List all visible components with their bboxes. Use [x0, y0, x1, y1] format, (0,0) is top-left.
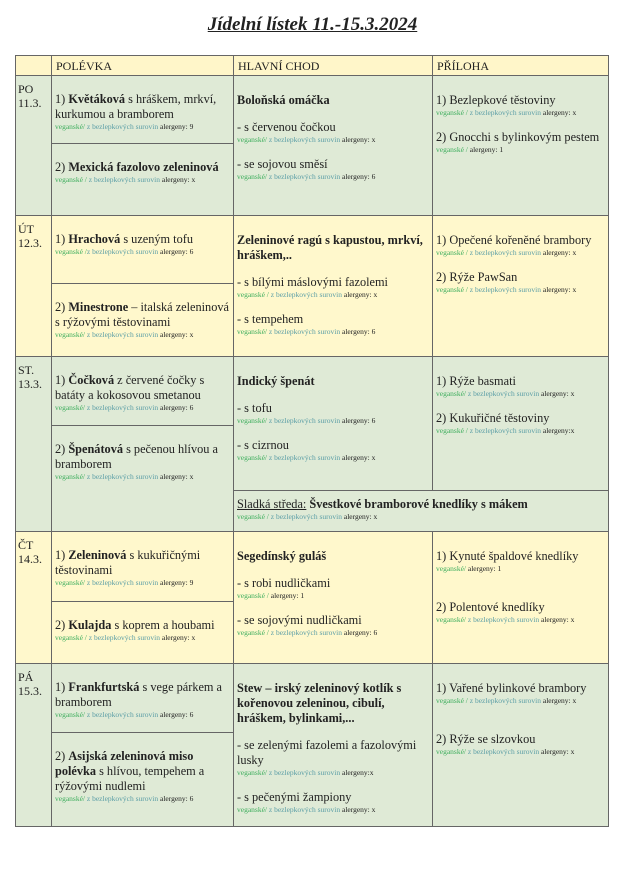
item-description: 1) Rýže basmati	[436, 374, 516, 388]
item-description: s uzeným tofu	[120, 232, 193, 246]
diet-tags	[55, 247, 230, 257]
item-name: Asijská zeleninová miso polévka	[55, 749, 194, 778]
sweet-wednesday-cell	[233, 490, 609, 532]
soup-item	[52, 618, 233, 643]
allergens-tag: alergeny: 1	[467, 145, 504, 154]
allergens-tag: alergeny: x	[340, 453, 376, 462]
main-course-option-text	[237, 613, 362, 627]
day-name: ČT	[18, 538, 34, 552]
sweet-dish-text	[237, 497, 528, 511]
gluten-free-tag: z bezlepkových surovin	[85, 122, 159, 131]
main-course-cell	[233, 356, 433, 491]
gluten-free-tag: z bezlepkových surovin	[267, 135, 341, 144]
main-course-option-text	[237, 790, 351, 804]
vegan-tag: veganské /	[436, 248, 468, 257]
diet-tags	[237, 628, 429, 638]
item-description: - s robi nudličkami	[237, 576, 331, 590]
soup-item-text	[55, 300, 229, 329]
day-name: ST.	[18, 363, 35, 377]
day-cell	[15, 215, 52, 357]
day-date: 14.3.	[18, 552, 42, 566]
item-name: Špenátová	[68, 442, 123, 456]
diet-tags	[55, 403, 230, 413]
page-title: Jídelní lístek 11.-15.3.2024	[207, 14, 418, 35]
item-name: Mexická fazolovo zeleninová	[68, 160, 219, 174]
vegan-tag: veganské /	[237, 628, 269, 637]
diet-tags	[55, 578, 230, 588]
day-name: ÚT	[18, 222, 34, 236]
soup-item	[52, 160, 233, 185]
soup-item-text	[55, 749, 204, 793]
item-name: Švestkové bramborové knedlíky s mákem	[306, 497, 528, 511]
gluten-free-tag: z bezlepkových surovin	[86, 247, 159, 256]
diet-tags	[436, 285, 605, 295]
side-dish-item-text	[436, 93, 556, 107]
diet-tags	[237, 768, 429, 778]
gluten-free-tag: z bezlepkových surovin	[86, 633, 160, 642]
soup-cell	[51, 663, 234, 733]
gluten-free-tag: z bezlepkových surovin	[467, 108, 541, 117]
vegan-tag: veganské /	[237, 512, 269, 521]
diet-tags	[237, 805, 429, 815]
vegan-tag: veganské/	[237, 172, 267, 181]
day-date: 15.3.	[18, 684, 42, 698]
soup-item	[52, 92, 233, 132]
main-course-option	[234, 312, 432, 337]
side-dish-item-text	[436, 270, 517, 284]
soup-item-text	[55, 618, 215, 632]
allergens-tag: alergeny: x	[159, 175, 196, 184]
diet-tags	[55, 122, 230, 132]
item-description: s kukuřičnými těstovinami	[55, 548, 201, 577]
item-description: 1) Opečené kořeněné brambory	[436, 233, 592, 247]
vegan-tag: veganské /	[55, 247, 87, 256]
soup-item	[52, 373, 233, 413]
vegan-tag: veganské/	[237, 805, 267, 814]
main-course-option-text	[237, 275, 388, 289]
main-course-option-text	[237, 120, 336, 134]
allergens-tag: alergeny: 6	[158, 403, 194, 412]
allergens-tag: alergeny: x	[540, 248, 577, 257]
allergens-tag: alergeny: 6	[340, 327, 376, 336]
vegan-tag: veganské/	[237, 327, 267, 336]
item-number: 2)	[55, 618, 69, 632]
item-label: Sladká středa:	[237, 497, 307, 511]
main-course-option-text	[237, 576, 330, 590]
vegan-tag: veganské/	[237, 453, 267, 462]
main-course-title: Indický špenát	[237, 374, 315, 388]
diet-tags	[436, 248, 605, 258]
side-dish-item	[433, 681, 608, 706]
vegan-tag: veganské/	[55, 403, 85, 412]
soup-cell	[51, 531, 234, 602]
allergens-tag: alergeny: x	[341, 512, 378, 521]
day-date: 13.3.	[18, 377, 42, 391]
vegan-tag: veganské/	[55, 710, 85, 719]
soup-item	[52, 232, 233, 257]
day-date: 11.3.	[18, 96, 42, 110]
allergens-tag: alergeny: x	[539, 615, 575, 624]
allergens-tag: alergeny: x	[539, 747, 575, 756]
allergens-tag: alergeny: x	[540, 108, 577, 117]
main-course-option	[234, 120, 432, 145]
side-dish-cell	[432, 356, 609, 491]
allergens-tag: alergeny: 6	[158, 710, 194, 719]
side-dish-cell	[432, 215, 609, 357]
column-header	[15, 55, 52, 76]
side-dish-item	[433, 549, 608, 574]
soup-item	[52, 548, 233, 588]
vegan-tag: veganské/	[436, 564, 466, 573]
diet-tags	[436, 747, 605, 757]
side-dish-cell	[432, 531, 609, 664]
soup-item-text	[55, 442, 218, 471]
side-dish-item	[433, 600, 608, 625]
soup-item-text	[55, 680, 222, 709]
soup-cell	[51, 75, 234, 144]
soup-item-text	[55, 92, 216, 121]
diet-tags	[436, 615, 605, 625]
side-dish-item	[433, 411, 608, 436]
allergens-tag: alergeny: x	[340, 135, 376, 144]
side-dish-item-text	[436, 732, 535, 746]
gluten-free-tag: z bezlepkových surovin	[267, 453, 341, 462]
day-cell	[15, 531, 52, 664]
allergens-tag: alergeny: x	[159, 633, 196, 642]
item-description: s vege párkem a bramborem	[55, 680, 223, 709]
main-course-title: Stew – irský zeleninový kotlík s kořenovou zeleninou, cibulí, hráškem, bylinkami,...	[237, 681, 402, 725]
allergens-tag: alergeny: 9	[158, 578, 194, 587]
gluten-free-tag: z bezlepkových surovin	[267, 805, 341, 814]
side-dish-item	[433, 233, 608, 258]
item-number: 1)	[55, 232, 69, 246]
side-dish-item-text	[436, 549, 578, 563]
diet-tags	[436, 426, 605, 436]
main-course-option	[234, 613, 432, 638]
gluten-free-tag: z bezlepkových surovin	[267, 416, 341, 425]
main-course-option	[234, 275, 432, 300]
gluten-free-tag: z bezlepkových surovin	[467, 248, 541, 257]
gluten-free-tag: z bezlepkových surovin	[466, 615, 540, 624]
main-course-option	[234, 401, 432, 426]
side-dish-item-text	[436, 411, 549, 425]
item-number: 1)	[55, 680, 69, 694]
item-description: - s cizrnou	[237, 438, 289, 452]
diet-tags	[55, 633, 230, 643]
soup-item	[52, 442, 233, 482]
soup-cell	[51, 143, 234, 216]
side-dish-item	[433, 732, 608, 757]
item-description: 2) Rýže PawSan	[436, 270, 518, 284]
main-course-option-text	[237, 312, 303, 326]
diet-tags	[436, 145, 605, 155]
item-name: Čočková	[68, 373, 115, 387]
item-number: 1)	[55, 92, 69, 106]
vegan-tag: veganské/	[237, 135, 267, 144]
item-description: - s tempehem	[237, 312, 304, 326]
soup-item	[52, 300, 233, 340]
item-description: - se sojovými nudličkami	[237, 613, 362, 627]
column-header: POLÉVKA	[51, 55, 234, 76]
gluten-free-tag: z bezlepkových surovin	[268, 628, 342, 637]
vegan-tag: veganské/	[436, 615, 466, 624]
main-course-cell	[233, 215, 433, 357]
item-description: - se zelenými fazolemi a fazolovými lusky	[237, 738, 417, 767]
diet-tags	[55, 330, 230, 340]
allergens-tag: alergeny: 1	[268, 591, 305, 600]
item-description: s hráškem, mrkví, kurkumou a bramborem	[55, 92, 217, 121]
item-description: - s červenou čočkou	[237, 120, 336, 134]
allergens-tag: alergeny: 6	[341, 628, 378, 637]
day-name: PÁ	[18, 670, 34, 684]
vegan-tag: veganské /	[436, 285, 468, 294]
item-name: Frankfurtská	[68, 680, 140, 694]
vegan-tag: veganské/	[237, 768, 267, 777]
diet-tags	[55, 175, 230, 185]
vegan-tag: veganské/	[55, 472, 85, 481]
allergens-tag: alergeny: x	[158, 472, 194, 481]
gluten-free-tag: z bezlepkových surovin	[268, 512, 342, 521]
item-number: 2)	[55, 442, 69, 456]
side-dish-item	[433, 130, 608, 155]
main-course-option	[234, 438, 432, 463]
allergens-tag: alergeny: x	[539, 389, 575, 398]
main-course-option	[234, 790, 432, 815]
soup-cell	[51, 215, 234, 284]
diet-tags	[436, 564, 605, 574]
main-course-title: Zeleninové ragú s kapustou, mrkví, hráškem,..	[237, 233, 423, 262]
gluten-free-tag: z bezlepkových surovin	[467, 696, 541, 705]
vegan-tag: veganské/	[55, 122, 85, 131]
item-description: – italská zeleninová s rýžovými těstovinami	[55, 300, 229, 329]
gluten-free-tag: z bezlepkových surovin	[85, 403, 159, 412]
item-description: 1) Bezlepkové těstoviny	[436, 93, 556, 107]
gluten-free-tag: z bezlepkových surovin	[85, 330, 159, 339]
gluten-free-tag: z bezlepkových surovin	[85, 578, 159, 587]
diet-tags	[237, 512, 605, 522]
allergens-tag: alergeny: x	[340, 805, 376, 814]
allergens-tag: alergeny: 6	[340, 172, 376, 181]
gluten-free-tag: z bezlepkových surovin	[85, 472, 159, 481]
item-number: 2)	[55, 749, 69, 763]
diet-tags	[237, 416, 429, 426]
allergens-tag: alergeny:x	[540, 426, 575, 435]
sweet-dish	[234, 497, 608, 522]
soup-item-text	[55, 373, 204, 402]
gluten-free-tag: z bezlepkových surovin	[267, 327, 341, 336]
vegan-tag: veganské/	[436, 747, 466, 756]
main-course-cell	[233, 531, 433, 664]
vegan-tag: veganské/	[55, 330, 85, 339]
item-description: 2) Gnocchi s bylinkovým pestem	[436, 130, 600, 144]
diet-tags	[436, 696, 605, 706]
side-dish-cell	[432, 663, 609, 827]
soup-cell	[51, 732, 234, 827]
main-course-option-text	[237, 157, 328, 171]
vegan-tag: veganské /	[436, 696, 468, 705]
item-number: 2)	[55, 300, 69, 314]
vegan-tag: veganské/	[55, 578, 85, 587]
diet-tags	[237, 172, 429, 182]
item-number: 1)	[55, 548, 69, 562]
diet-tags	[55, 794, 230, 804]
allergens-tag: alergeny:x	[340, 768, 374, 777]
diet-tags	[237, 290, 429, 300]
soup-cell	[51, 601, 234, 664]
side-dish-item-text	[436, 681, 586, 695]
main-course-option-text	[237, 738, 416, 767]
item-name: Hrachová	[68, 232, 121, 246]
main-course-option	[234, 738, 432, 778]
item-name: Minestrone	[68, 300, 129, 314]
day-cell	[15, 75, 52, 216]
gluten-free-tag: z bezlepkových surovin	[467, 285, 541, 294]
item-description: - s pečenými žampiony	[237, 790, 352, 804]
day-date: 12.3.	[18, 236, 42, 250]
allergens-tag: alergeny: 9	[158, 122, 194, 131]
vegan-tag: veganské/	[237, 416, 267, 425]
item-name: Zeleninová	[68, 548, 127, 562]
gluten-free-tag: z bezlepkových surovin	[268, 290, 342, 299]
main-course-option-text	[237, 438, 289, 452]
item-description: s hlívou, tempehem a rýžovými nudlemi	[55, 764, 205, 793]
main-course-cell	[233, 75, 433, 216]
diet-tags	[55, 710, 230, 720]
vegan-tag: veganské/	[55, 794, 85, 803]
diet-tags	[55, 472, 230, 482]
item-description: z červené čočky s batáty a kokosovou smetanou	[55, 373, 205, 402]
vegan-tag: veganské /	[55, 175, 87, 184]
item-description: s koprem a houbami	[111, 618, 215, 632]
vegan-tag: veganské/	[436, 389, 466, 398]
allergens-tag: alergeny: x	[341, 290, 378, 299]
gluten-free-tag: z bezlepkových surovin	[466, 747, 540, 756]
allergens-tag: alergeny: 1	[466, 564, 502, 573]
gluten-free-tag: z bezlepkových surovin	[466, 389, 540, 398]
allergens-tag: alergeny: 6	[158, 247, 194, 256]
side-dish-item-text	[436, 374, 516, 388]
diet-tags	[436, 108, 605, 118]
item-name: Květáková	[68, 92, 126, 106]
soup-cell	[51, 356, 234, 426]
soup-item-text	[55, 160, 219, 174]
item-name: Kulajda	[68, 618, 112, 632]
soup-item-text	[55, 548, 200, 577]
gluten-free-tag: z bezlepkových surovin	[267, 768, 341, 777]
item-description: - s bílými máslovými fazolemi	[237, 275, 388, 289]
item-number: 1)	[55, 373, 69, 387]
allergens-tag: alergeny: x	[158, 330, 194, 339]
main-course-title: Segedínský guláš	[237, 549, 327, 563]
main-course-title: Boloňská omáčka	[237, 93, 330, 107]
soup-item	[52, 680, 233, 720]
allergens-tag: alergeny: x	[540, 285, 577, 294]
vegan-tag: veganské /	[436, 426, 468, 435]
item-description: 2) Rýže se slzovkou	[436, 732, 536, 746]
gluten-free-tag: z bezlepkových surovin	[86, 175, 160, 184]
side-dish-item-text	[436, 130, 599, 144]
allergens-tag: alergeny: 6	[340, 416, 376, 425]
item-description: 2) Kukuřičné těstoviny	[436, 411, 550, 425]
soup-item	[52, 749, 233, 804]
diet-tags	[436, 389, 605, 399]
main-course-option	[234, 157, 432, 182]
day-name: PO	[18, 82, 34, 96]
day-cell	[15, 356, 52, 532]
vegan-tag: veganské /	[436, 145, 468, 154]
vegan-tag: veganské /	[237, 290, 269, 299]
allergens-tag: alergeny: x	[540, 696, 577, 705]
side-dish-item-text	[436, 600, 545, 614]
diet-tags	[237, 453, 429, 463]
item-description: - s tofu	[237, 401, 272, 415]
side-dish-item-text	[436, 233, 591, 247]
item-description: - se sojovou směsí	[237, 157, 328, 171]
main-course-option-text	[237, 401, 272, 415]
item-description: 1) Vařené bylinkové brambory	[436, 681, 587, 695]
gluten-free-tag: z bezlepkových surovin	[467, 426, 541, 435]
item-description: s pečenou hlívou a bramborem	[55, 442, 218, 471]
main-course-cell	[233, 663, 433, 827]
item-number: 2)	[55, 160, 69, 174]
soup-cell	[51, 425, 234, 532]
column-header: HLAVNÍ CHOD	[233, 55, 433, 76]
gluten-free-tag: z bezlepkových surovin	[85, 794, 159, 803]
side-dish-item	[433, 374, 608, 399]
side-dish-item	[433, 93, 608, 118]
soup-item-text	[55, 232, 193, 246]
column-header: PŘÍLOHA	[432, 55, 609, 76]
vegan-tag: veganské /	[55, 633, 87, 642]
diet-tags	[237, 591, 429, 601]
gluten-free-tag: z bezlepkových surovin	[267, 172, 341, 181]
allergens-tag: alergeny: 6	[158, 794, 194, 803]
gluten-free-tag: z bezlepkových surovin	[85, 710, 159, 719]
diet-tags	[237, 135, 429, 145]
vegan-tag: veganské /	[237, 591, 269, 600]
item-description: 1) Kynuté špaldové knedlíky	[436, 549, 579, 563]
diet-tags	[237, 327, 429, 337]
soup-cell	[51, 283, 234, 357]
item-description: 2) Polentové knedlíky	[436, 600, 545, 614]
vegan-tag: veganské /	[436, 108, 468, 117]
side-dish-cell	[432, 75, 609, 216]
side-dish-item	[433, 270, 608, 295]
main-course-option	[234, 576, 432, 601]
day-cell	[15, 663, 52, 827]
